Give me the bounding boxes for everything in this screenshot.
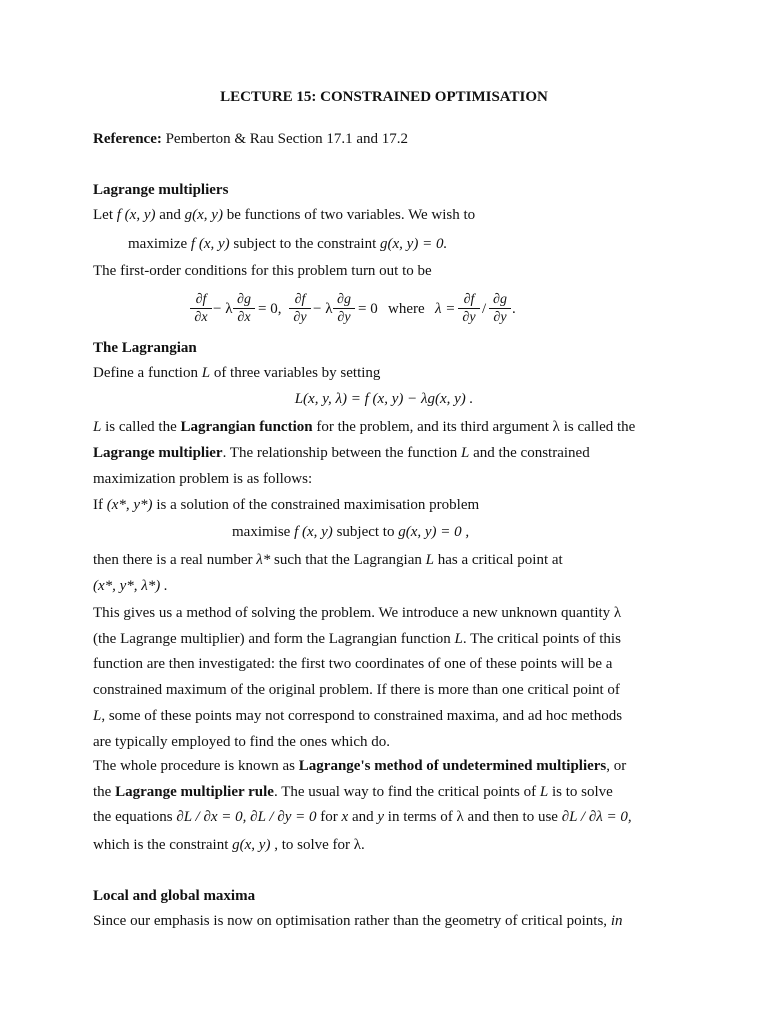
operator: = 0 bbox=[358, 301, 378, 317]
reference-line: Reference: Pemberton & Rau Section 17.1 and 17.2 bbox=[93, 131, 409, 147]
paragraph-line: maximize f (x, y) subject to the constraint g(x, y) = 0. bbox=[128, 236, 448, 252]
paragraph-line: are typically employed to find the ones which do. bbox=[93, 734, 391, 750]
lagrangian-definition: L(x, y, λ) = f (x, y) − λg(x, y) . bbox=[294, 391, 474, 407]
paragraph-line: constrained maximum of the original problem. If there is more than one critical point of bbox=[93, 682, 620, 698]
operator: − λ bbox=[313, 301, 333, 317]
paragraph-line: the equations ∂L / ∂x = 0, ∂L / ∂y = 0 for x and y in terms of λ and then to use ∂L / ∂λ = 0, bbox=[93, 809, 632, 825]
paragraph-line: L, some of these points may not correspond to constrained maxima, and ad hoc methods bbox=[93, 708, 623, 724]
paragraph-line: Lagrange multiplier. The relationship between the function L and the constrained bbox=[93, 445, 590, 461]
paragraph-line: L is called the Lagrangian function for the problem, and its third argument λ is called the bbox=[93, 419, 636, 435]
operator: − λ bbox=[213, 301, 233, 317]
operator: . bbox=[512, 301, 516, 317]
paragraph-line: which is the constraint g(x, y) , to solve for λ. bbox=[93, 837, 365, 853]
operator: where bbox=[388, 301, 425, 317]
paragraph-line: (the Lagrange multiplier) and form the Lagrangian function L. The critical points of this bbox=[93, 631, 621, 647]
fraction: $\frac{\partial g}{\partial x}$ bbox=[233, 291, 255, 326]
paragraph-line: Let f (x, y) and g(x, y) be functions of two variables. We wish to bbox=[93, 207, 476, 223]
page-title: LECTURE 15: CONSTRAINED OPTIMISATION bbox=[220, 89, 548, 105]
fraction: $\frac{\partial f}{\partial y}$ bbox=[289, 291, 311, 326]
paragraph-line: This gives us a method of solving the problem. We introduce a new unknown quantity λ bbox=[93, 605, 622, 621]
paragraph-line: If (x*, y*) is a solution of the constrained maximisation problem bbox=[93, 497, 480, 513]
paragraph-line: (x*, y*, λ*) . bbox=[93, 578, 168, 594]
paragraph-line: The first-order conditions for this problem turn out to be bbox=[93, 263, 432, 279]
paragraph-line: function are then investigated: the first two coordinates of one of these points will be a bbox=[93, 656, 613, 672]
section-heading-lagrange-multipliers: Lagrange multipliers bbox=[93, 182, 229, 198]
paragraph-line: Since our emphasis is now on optimisation rather than the geometry of critical points, in bbox=[93, 913, 623, 929]
fraction: $\frac{\partial f}{\partial x}$ bbox=[190, 291, 212, 326]
fraction: $\frac{\partial f}{\partial y}$ bbox=[458, 291, 480, 326]
paragraph-line: maximise f (x, y) subject to g(x, y) = 0 , bbox=[232, 524, 470, 540]
paragraph-line: maximization problem is as follows: bbox=[93, 471, 313, 487]
fraction: $\frac{\partial g}{\partial y}$ bbox=[333, 291, 355, 326]
paragraph-line: The whole procedure is known as Lagrange's method of undetermined multipliers, or bbox=[93, 758, 627, 774]
operator: / bbox=[482, 301, 487, 317]
paragraph-line: Define a function L of three variables by setting bbox=[93, 365, 381, 381]
fraction: $\frac{\partial g}{\partial y}$ bbox=[489, 291, 511, 326]
operator: λ = bbox=[435, 301, 456, 317]
paragraph-line: then there is a real number λ* such that the Lagrangian L has a critical point at bbox=[93, 552, 563, 568]
section-heading-lagrangian: The Lagrangian bbox=[93, 340, 197, 356]
paragraph-line: the Lagrange multiplier rule. The usual way to find the critical points of L is to solve bbox=[93, 784, 613, 800]
operator: = 0, bbox=[258, 301, 282, 317]
section-heading-local-global-maxima: Local and global maxima bbox=[93, 888, 256, 904]
